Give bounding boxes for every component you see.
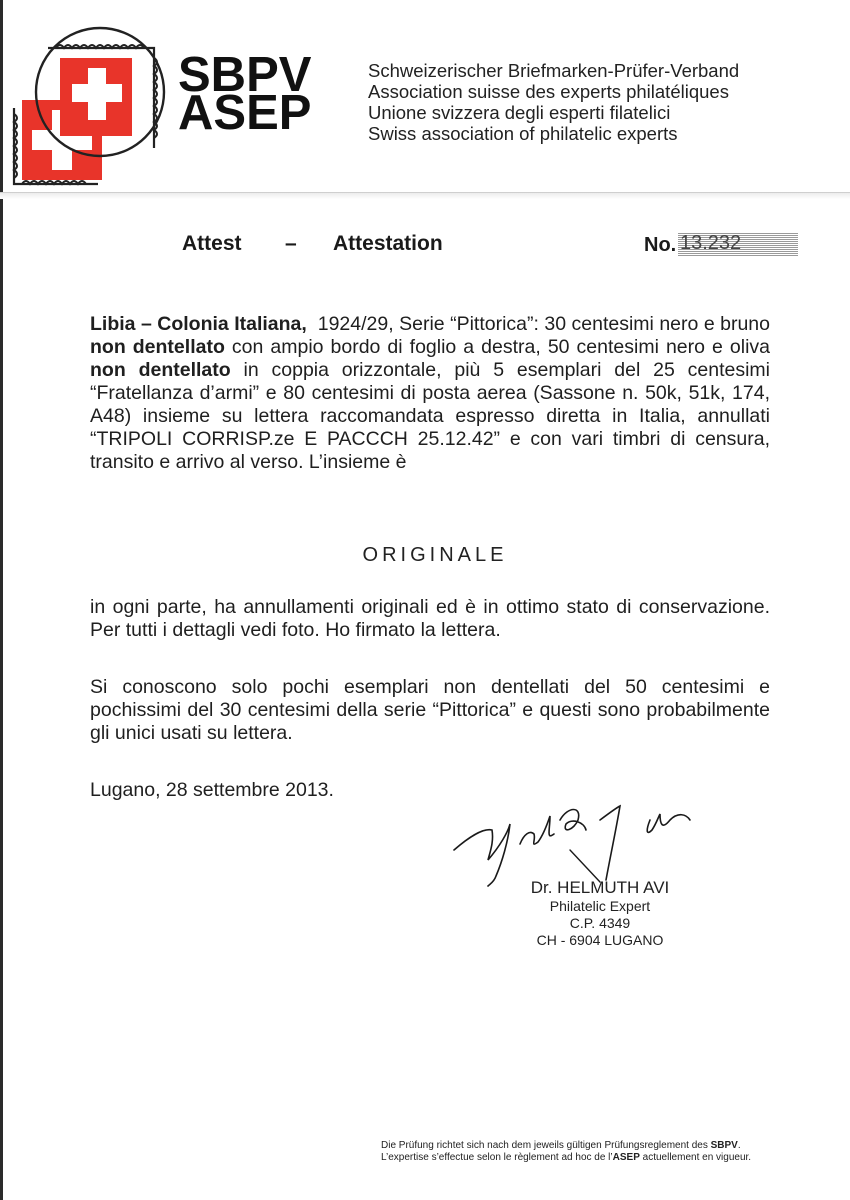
description-text-1: 1924/29, Serie “Pittorica”: 30 centesimi nero e bruno xyxy=(306,313,776,335)
description-text-2: con ampio bordo di foglio a destra, 50 centesimi nero e oliva xyxy=(224,336,770,358)
scan-edge xyxy=(0,0,3,1200)
expert-name: Dr. HELMUTH AVI xyxy=(530,878,670,897)
country-heading: Libia – Colonia Italiana, xyxy=(90,313,307,335)
association-name-german: Schweizerischer Briefmarken-Prüfer-Verband xyxy=(368,60,740,81)
association-name-english: Swiss association of philatelic experts xyxy=(368,123,678,144)
footer-sbpv: SBPV xyxy=(710,1140,738,1151)
expert-address: CH - 6904 LUGANO xyxy=(536,932,664,948)
footer-note xyxy=(381,1140,831,1164)
imperforate-note-2: non dentellato xyxy=(90,359,231,381)
association-name-french: Association suisse des experts philatéliques xyxy=(368,81,729,102)
footer-text-german: Die Prüfung richtet sich nach dem jeweils gültigen Prüfungsreglement des xyxy=(381,1140,711,1151)
acronym-asep: ASEP xyxy=(178,86,312,140)
title-dash: – xyxy=(285,232,297,255)
description-paragraph xyxy=(90,313,776,474)
expert-title: Philatelic Expert xyxy=(549,898,651,914)
association-name-italian: Unione svizzera degli esperti filatelici xyxy=(368,102,671,123)
handwritten-signature-icon xyxy=(450,790,730,890)
certificate-number-label: No. xyxy=(644,234,677,256)
rarity-paragraph: Si conoscono solo pochi esemplari non dentellati del 50 centesimi e pochissimi del 30 centesimi della serie “Pittorica” e questi sono probabilmente gli unici usati su lettera. xyxy=(90,676,770,744)
footer-end-german: . xyxy=(737,1140,741,1151)
place-date: Lugano, 28 settembre 2013. xyxy=(90,779,334,801)
sbpv-logo-icon xyxy=(8,18,180,190)
verdict-original: ORIGINALE xyxy=(362,544,508,566)
footer-end-french: actuellement en vigueur. xyxy=(639,1152,752,1163)
signature-block xyxy=(500,878,700,949)
title-attestation: Attestation xyxy=(333,232,443,255)
title-row xyxy=(0,232,850,262)
imperforate-note-1: non dentellato xyxy=(90,336,225,358)
association-names xyxy=(368,60,739,144)
footer-asep: ASEP xyxy=(612,1152,640,1163)
title-attest: Attest xyxy=(182,232,242,255)
description-text-3: in coppia orizzontale, più 5 esemplari del 25 centesimi “Fratellanza d’armi” e 80 centesimi di posta aerea (Sassone n. 50k, 51k, 174, A48) insieme su lettera raccomandata espresso diretta in Italia, annullati “TRIPOLI CORRISP.ze E PACCCH 25.12.42” e con vari timbri di censura, transito e arrivo al verso. L’insieme è xyxy=(90,359,771,473)
certificate-number: 13.232 xyxy=(678,232,798,256)
header-shadow xyxy=(0,193,850,199)
logo-acronym xyxy=(178,48,312,140)
footer-line-french xyxy=(381,1152,831,1164)
condition-paragraph: in ogni parte, ha annullamenti originali ed è in ottimo stato di conservazione. Per tutti i dettagli vedi foto. Ho firmato la lettera. xyxy=(90,596,770,641)
expert-po-box: C.P. 4349 xyxy=(569,915,631,931)
footer-line-german xyxy=(381,1140,831,1152)
acronym-sbpv: SBPV xyxy=(178,48,312,102)
footer-text-french: L’expertise s’effectue selon le règlement ad hoc de l’ xyxy=(381,1152,613,1163)
